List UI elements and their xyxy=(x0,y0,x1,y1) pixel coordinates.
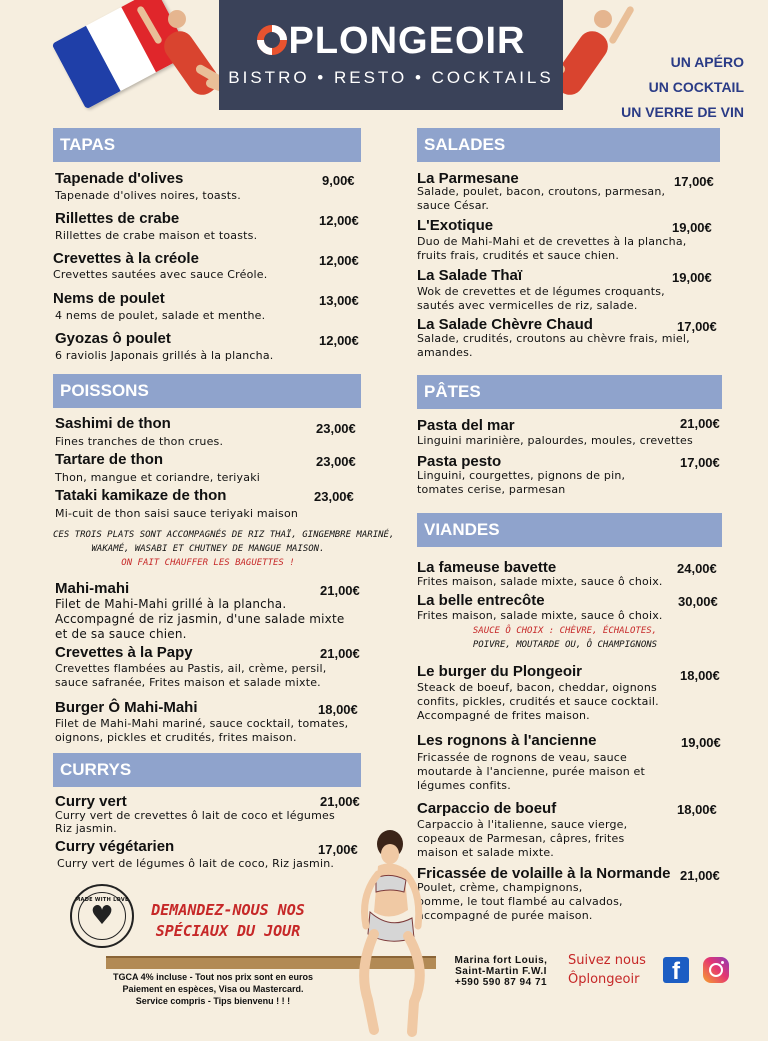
menu-item-desc: Salade, crudités, croutons au chèvre frais, miel, amandes. xyxy=(417,332,690,359)
menu-item-name: Crevettes à la créole xyxy=(53,250,199,267)
section-title-currys: CURRYS xyxy=(53,753,361,787)
menu-item-price: 21,00€ xyxy=(680,416,720,431)
menu-item-desc: Poulet, crème, champignons, pomme, le tout flambé au calvados, accompagné de purée maison. xyxy=(417,881,623,922)
menu-item-price: 21,00€ xyxy=(320,794,360,809)
menu-item-price: 9,00€ xyxy=(322,173,355,188)
facebook-icon[interactable]: f xyxy=(663,957,689,983)
tagline: UN APÉRO UN COCKTAIL UN VERRE DE VIN xyxy=(621,54,744,120)
menu-item-name: Tataki kamikaze de thon xyxy=(55,487,227,504)
menu-item-desc: Frites maison, salade mixte, sauce ô choix. xyxy=(417,575,663,588)
specials-callout: DEMANDEZ-NOUS NOS SPÉCIAUX DU JOUR xyxy=(151,901,305,940)
made-with-love-stamp xyxy=(70,884,134,948)
menu-item-name: Les rognons à l'ancienne xyxy=(417,732,597,749)
menu-item-price: 17,00€ xyxy=(677,319,717,334)
menu-item-desc: Linguini, courgettes, pignons de pin, tomates cerise, parmesan xyxy=(417,469,626,496)
section-title-viandes: VIANDES xyxy=(417,513,722,547)
menu-item-price: 17,00€ xyxy=(318,842,358,857)
section-title-salades: SALADES xyxy=(417,128,720,162)
menu-item-name: Tartare de thon xyxy=(55,451,164,468)
section-title-tapas: TAPAS xyxy=(53,128,361,162)
menu-item-name: La fameuse bavette xyxy=(417,559,557,576)
menu-item-desc: Mi-cuit de thon saisi sauce teriyaki maison xyxy=(55,507,299,520)
menu-item-desc: Tapenade d'olives noires, toasts. xyxy=(55,189,241,202)
brand-name: PLONGEOIR xyxy=(288,20,526,62)
menu-item-desc: Crevettes flambées au Pastis, ail, crème, persil, sauce safranée, Frites maison et salade mixte. xyxy=(55,662,327,689)
menu-item-desc: Rillettes de crabe maison et toasts. xyxy=(55,229,258,242)
menu-item-price: 23,00€ xyxy=(316,454,356,469)
menu-item-price: 21,00€ xyxy=(680,868,720,883)
menu-item-price: 17,00€ xyxy=(680,455,720,470)
menu-item-name: La belle entrecôte xyxy=(417,592,545,609)
social-handle[interactable]: Ôplongeoir xyxy=(568,972,640,987)
menu-item-price: 30,00€ xyxy=(678,594,718,609)
menu-item-desc: Steack de boeuf, bacon, cheddar, oignons confits, pickles, crudités et sauce cocktail. Accompagné de frites maison. xyxy=(417,681,659,722)
menu-item-price: 19,00€ xyxy=(681,735,721,750)
menu-item-name: Carpaccio de boeuf xyxy=(417,800,557,817)
menu-item-name: Gyozas ô poulet xyxy=(55,330,171,347)
menu-item-desc: Carpaccio à l'italienne, sauce vierge, copeaux de Parmesan, câpres, frites maison et salade mixte. xyxy=(417,818,628,859)
menu-item-price: 13,00€ xyxy=(319,293,359,308)
menu-item-name: Fricassée de volaille à la Normande xyxy=(417,865,671,882)
instagram-icon[interactable] xyxy=(703,957,729,983)
menu-item-desc: Fines tranches de thon crues. xyxy=(55,435,224,448)
menu-item-name: Nems de poulet xyxy=(53,290,165,307)
menu-item-desc: Fricassée de rognons de veau, sauce moutarde à l'ancienne, purée maison et légumes confits. xyxy=(417,751,646,792)
menu-item-name: La Salade Chèvre Chaud xyxy=(417,316,593,333)
menu-item-name: Pasta del mar xyxy=(417,417,515,434)
lifebuoy-icon xyxy=(257,25,287,55)
menu-item-desc: 4 nems de poulet, salade et menthe. xyxy=(55,309,266,322)
poissons-note-red: ON FAIT CHAUFFER LES BAGUETTES ! xyxy=(121,558,295,568)
menu-item-name: La Parmesane xyxy=(417,170,519,187)
menu-item-price: 23,00€ xyxy=(314,489,354,504)
section-title-pates: PÂTES xyxy=(417,375,722,409)
sauce-note: SAUCE Ô CHOIX : CHÈVRE, ÉCHALOTES, POIVRE, MOUTARDE OU, Ô CHAMPIGNONS xyxy=(472,626,658,650)
menu-item-desc: Crevettes sautées avec sauce Créole. xyxy=(53,268,268,281)
menu-item-desc: 6 raviolis Japonais grillés à la plancha. xyxy=(55,349,274,362)
menu-item-desc: Curry vert de crevettes ô lait de coco et légumes Riz jasmin. xyxy=(55,809,335,835)
menu-item-name: Rillettes de crabe xyxy=(55,210,180,227)
menu-item-price: 18,00€ xyxy=(677,802,717,817)
menu-item-price: 21,00€ xyxy=(320,583,360,598)
brand-logo xyxy=(219,20,563,63)
menu-item-desc: Curry vert de légumes ô lait de coco, Riz jasmin. xyxy=(57,857,335,870)
menu-item-price: 23,00€ xyxy=(316,421,356,436)
menu-item-desc: Duo de Mahi-Mahi et de crevettes à la plancha, fruits frais, crudités et sauce chien. xyxy=(417,235,687,262)
menu-item-name: Curry végétarien xyxy=(55,838,175,855)
menu-item-price: 17,00€ xyxy=(674,174,714,189)
menu-item-name: Mahi-mahi xyxy=(55,580,130,597)
menu-item-name: L'Exotique xyxy=(417,217,494,234)
menu-item-price: 18,00€ xyxy=(680,668,720,683)
menu-item-desc: Filet de Mahi-Mahi grillé à la plancha. Accompagné de riz jasmin, d'une salade mixte et de sa sauce chien. xyxy=(55,597,345,641)
menu-item-price: 21,00€ xyxy=(320,646,360,661)
section-title-poissons: POISSONS xyxy=(53,374,361,408)
menu-item-desc: Salade, poulet, bacon, croutons, parmesan, sauce César. xyxy=(417,185,666,212)
legal-info: TGCA 4% incluse - Tout nos prix sont en euros Paiement en espèces, Visa ou Mastercard. Service compris - Tips bienvenu ! ! ! xyxy=(112,972,314,1006)
brand-subtitle: BISTRO • RESTO • COCKTAILS xyxy=(228,68,554,87)
menu-item-name: Curry vert xyxy=(55,793,127,810)
poissons-note: CES TROIS PLATS SONT ACCOMPAGNÉS DE RIZ THAÏ, GINGEMBRE MARINÉ, WAKAMÉ, WASABI ET CHUTNEY DE MANGUE MAISON. ON FAIT CHAUFFER LES BAGUETTES ! xyxy=(53,530,395,568)
menu-item-desc: Thon, mangue et coriandre, teriyaki xyxy=(55,471,261,484)
menu-item-price: 24,00€ xyxy=(677,561,717,576)
follow-us: Suivez nous Ôplongeoir xyxy=(568,951,658,989)
menu-item-name: Tapenade d'olives xyxy=(55,170,184,187)
menu-item-name: Crevettes à la Papy xyxy=(55,644,193,661)
menu-item-desc: Linguini marinière, palourdes, moules, crevettes xyxy=(417,434,693,447)
menu-item-name: Pasta pesto xyxy=(417,453,502,470)
menu-item-price: 12,00€ xyxy=(319,253,359,268)
menu-item-name: Burger Ô Mahi-Mahi xyxy=(55,699,198,716)
menu-item-desc: Filet de Mahi-Mahi mariné, sauce cocktail, tomates, oignons, pickles et crudités, frites maison. xyxy=(55,717,349,744)
menu-item-name: La Salade Thaï xyxy=(417,267,523,284)
menu-item-price: 19,00€ xyxy=(672,220,712,235)
menu-item-price: 12,00€ xyxy=(319,213,359,228)
menu-item-price: 12,00€ xyxy=(319,333,359,348)
heart-icon: ♥ xyxy=(78,892,126,940)
menu-item-name: Le burger du Plongeoir xyxy=(417,663,583,680)
menu-item-name: Sashimi de thon xyxy=(55,415,171,432)
menu-item-price: 19,00€ xyxy=(672,270,712,285)
stamp-label: MADE WITH LOVE xyxy=(75,897,129,903)
menu-item-desc: Frites maison, salade mixte, sauce ô choix. xyxy=(417,609,663,622)
menu-item-desc: Wok de crevettes et de légumes croquants, sautés avec vermicelles de riz, salade. xyxy=(417,285,665,312)
pinup-illustration xyxy=(330,830,450,1040)
address-block: Marina fort Louis, Saint-Martin F.W.I +590 590 87 94 71 xyxy=(454,955,548,988)
menu-item-price: 18,00€ xyxy=(318,702,358,717)
